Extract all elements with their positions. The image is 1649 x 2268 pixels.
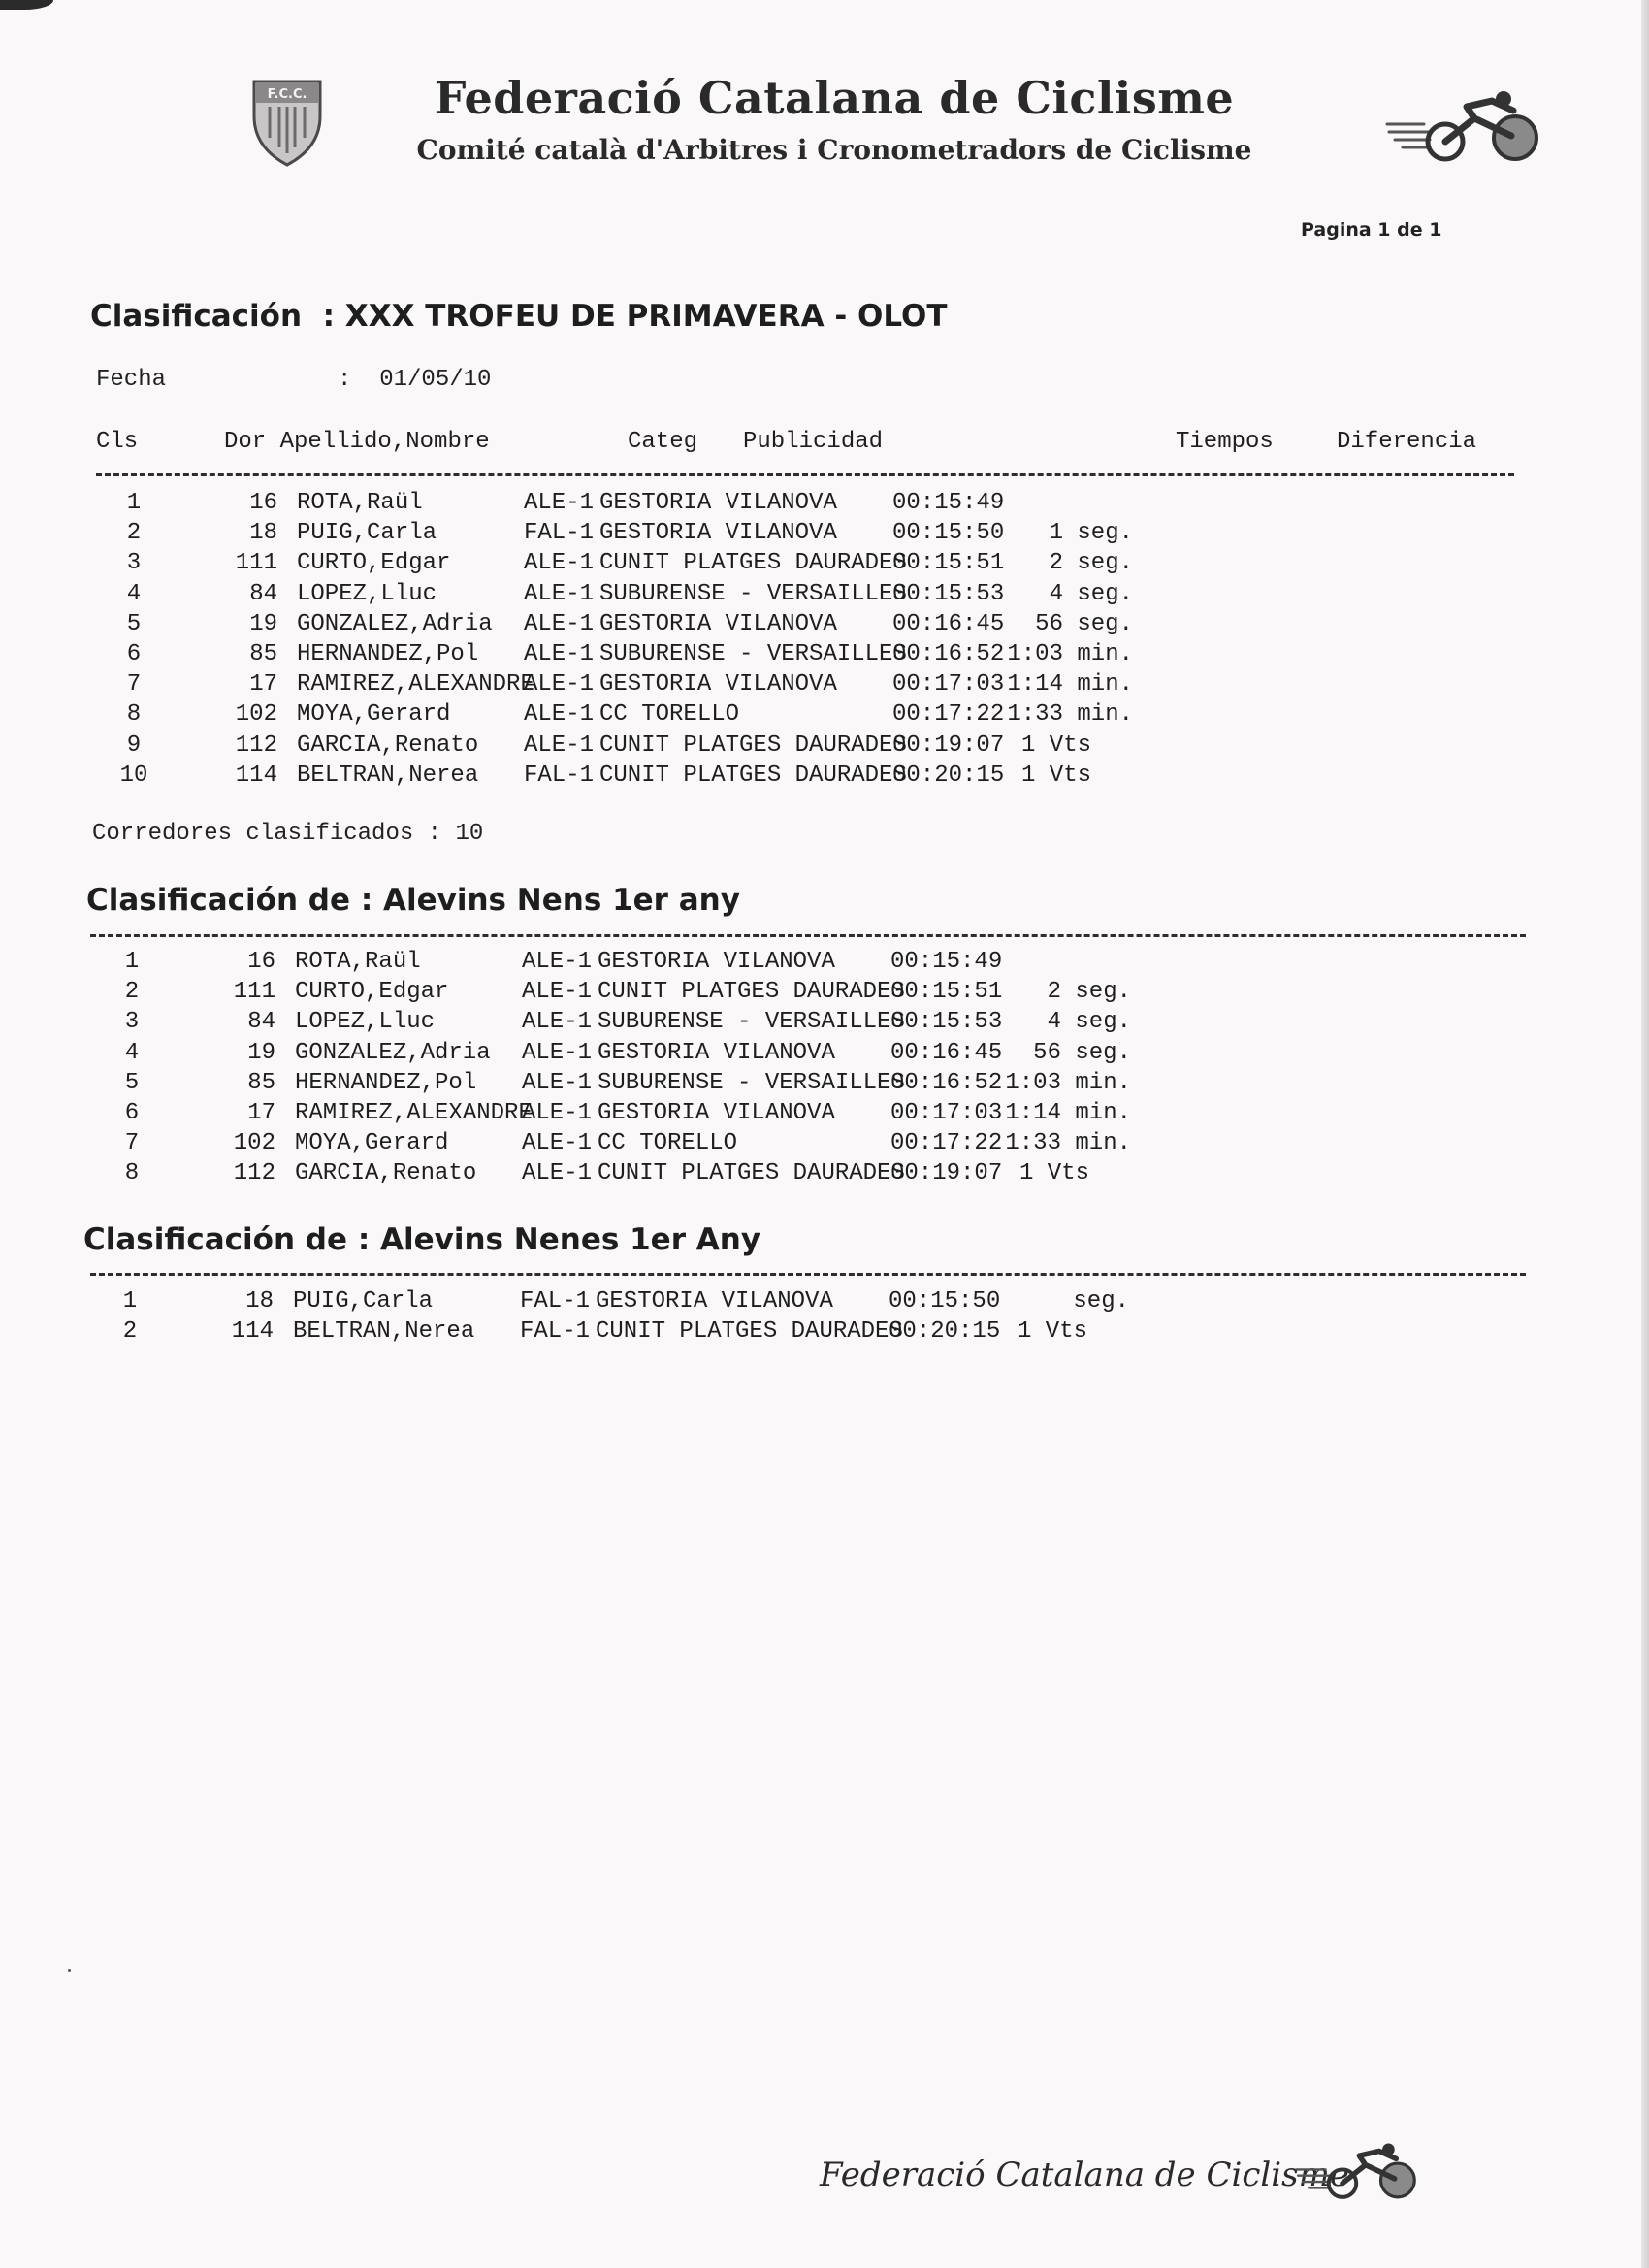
cell-publicidad: GESTORIA VILANOVA [599,490,837,516]
cell-diff: seg. [1073,1288,1129,1314]
cell-name: LOPEZ,Lluc [297,580,437,607]
cell-dor: 102 [235,701,277,729]
cell-categ: FAL-1 [524,520,595,547]
col-categ: Categ [628,429,698,455]
table-row [105,550,1531,580]
cell-dor: 17 [247,1100,275,1126]
cell-diff: 4 seg. [1049,580,1133,607]
divider [90,1273,1526,1276]
cell-cls: 8 [124,1160,140,1187]
cell-cls: 5 [126,610,142,637]
section-title-alevins-nens: Clasificación de : Alevins Nens 1er any [86,883,740,918]
col-diferencia: Diferencia [1337,429,1477,455]
cell-cls: 2 [126,520,142,547]
cell-publicidad: CUNIT PLATGES DAURADES [596,1318,903,1345]
cell-cls: 3 [126,550,142,577]
cell-publicidad: GESTORIA VILANOVA [599,610,837,637]
cell-publicidad: SUBURENSE - VERSAILLES [598,1069,905,1096]
cell-publicidad: GESTORIA VILANOVA [598,949,835,975]
header-title: Federació Catalana de Ciclisme [434,72,1235,124]
cell-categ: FAL-1 [524,761,595,789]
cell-cls: 7 [126,671,142,698]
cell-name: HERNANDEZ,Pol [297,641,479,667]
table-row [105,671,1531,701]
table-row [103,1009,1529,1039]
table-row [105,641,1531,671]
classified-summary: Corredores clasificados : 10 [92,821,484,847]
cell-name: MOYA,Gerard [297,701,451,729]
cell-dor: 111 [235,550,277,577]
cell-dor: 19 [247,1039,275,1066]
table-row [103,1070,1529,1100]
cell-cls: 4 [126,580,142,607]
cell-dor: 84 [249,580,277,607]
cell-categ: ALE-1 [522,1069,593,1096]
cell-categ: ALE-1 [524,641,595,667]
table-row [103,1160,1529,1190]
cell-diff: 1 Vts [1019,1160,1090,1187]
cell-time: 00:15:53 [892,580,1005,607]
cell-name: PUIG,Carla [297,520,437,547]
cell-dor: 85 [247,1069,275,1096]
cell-name: CURTO,Edgar [295,979,449,1006]
table-row [105,520,1531,550]
cell-dor: 16 [247,949,275,975]
cell-cls: 2 [124,979,140,1006]
cell-publicidad: CUNIT PLATGES DAURADES [599,731,907,759]
cell-time: 00:15:51 [892,550,1005,577]
cell-name: BELTRAN,Nerea [293,1318,475,1345]
cell-name: CURTO,Edgar [297,550,451,577]
page-number: Pagina 1 de 1 [1301,219,1442,241]
cell-time: 00:16:45 [890,1039,1003,1066]
table-row [103,949,1529,979]
cell-time: 00:20:15 [889,1318,1001,1345]
col-cls: Cls [96,429,139,455]
cell-time: 00:15:50 [889,1288,1001,1314]
cell-diff: 2 seg. [1049,550,1133,577]
cell-name: GONZALEZ,Adria [297,610,493,637]
cell-publicidad: GESTORIA VILANOVA [599,520,837,547]
cell-dor: 114 [235,761,277,789]
cell-diff: 1 Vts [1021,761,1092,789]
cell-diff: 56 seg. [1035,610,1133,637]
cell-publicidad: CUNIT PLATGES DAURADES [599,761,907,789]
results-table [101,1288,1536,1356]
cell-diff: 2 seg. [1047,979,1131,1006]
table-row [105,701,1531,731]
cell-publicidad: GESTORIA VILANOVA [598,1039,835,1066]
cell-name: GARCIA,Renato [295,1160,477,1187]
cell-dor: 85 [249,641,277,667]
cell-diff: 1 Vts [1021,731,1092,759]
cell-cls: 7 [124,1130,140,1157]
cell-dor: 112 [235,731,277,759]
cell-dor: 112 [233,1160,275,1187]
cell-publicidad: GESTORIA VILANOVA [598,1100,835,1126]
cell-name: MOYA,Gerard [295,1130,449,1157]
cell-publicidad: CUNIT PLATGES DAURADES [599,550,907,577]
cell-diff: 1:33 min. [1007,701,1133,729]
cell-categ: ALE-1 [524,550,595,577]
cell-categ: ALE-1 [524,490,595,516]
table-row [103,1130,1529,1160]
results-table [105,490,1540,800]
cell-categ: ALE-1 [524,671,595,698]
cyclist-logo-icon [1295,2139,1419,2203]
cell-categ: ALE-1 [522,979,593,1006]
cell-cls: 1 [126,490,142,516]
results-table [103,949,1538,1191]
cell-cls: 6 [126,641,142,667]
cell-cls: 10 [119,761,148,789]
cell-categ: FAL-1 [520,1288,591,1314]
cell-publicidad: SUBURENSE - VERSAILLES [599,641,907,667]
cell-time: 00:15:49 [892,490,1005,516]
col-publicidad: Publicidad [743,429,884,455]
cell-categ: ALE-1 [522,1039,593,1066]
cell-diff: 4 seg. [1047,1009,1131,1036]
cell-dor: 18 [249,520,277,547]
cell-diff: 1:14 min. [1007,671,1133,698]
cell-cls: 1 [122,1288,138,1314]
cell-categ: ALE-1 [522,1100,593,1126]
table-row [103,1040,1529,1070]
scan-page-edge [1641,0,1649,2268]
cell-dor: 84 [247,1009,275,1036]
cell-dor: 102 [233,1130,275,1157]
table-row [103,1100,1529,1130]
cell-categ: ALE-1 [522,1009,593,1036]
cell-categ: ALE-1 [522,1160,593,1187]
cell-dor: 111 [233,979,275,1006]
cell-time: 00:17:03 [892,671,1005,698]
col-dor-name: Dor Apellido,Nombre [224,429,490,455]
cell-categ: ALE-1 [524,701,595,729]
cell-publicidad: CUNIT PLATGES DAURADES [598,1160,905,1187]
footer-text: Federació Catalana de Ciclisme [820,2155,1349,2194]
divider [96,473,1514,476]
cell-name: HERNANDEZ,Pol [295,1069,477,1096]
cell-dor: 18 [245,1288,274,1314]
cell-cls: 8 [126,701,142,729]
cell-time: 00:19:07 [892,731,1005,759]
cell-publicidad: CC TORELLO [598,1130,738,1157]
cell-time: 00:17:22 [892,701,1005,729]
cell-name: BELTRAN,Nerea [297,761,479,789]
cell-time: 00:16:52 [890,1069,1003,1096]
table-row [105,581,1531,611]
cell-dor: 16 [249,490,277,516]
table-row [105,732,1531,762]
cell-cls: 9 [126,731,142,759]
cell-time: 00:15:49 [890,949,1003,975]
date-label: Fecha [96,367,167,393]
col-tiempos: Tiempos [1176,429,1274,455]
cell-categ: FAL-1 [520,1318,591,1345]
cell-publicidad: SUBURENSE - VERSAILLES [599,580,907,607]
cell-diff: 56 seg. [1033,1039,1131,1066]
scan-dot [68,1969,71,1972]
cell-categ: ALE-1 [524,580,595,607]
table-header [96,429,1512,460]
scan-corner-shadow [0,0,53,10]
cell-name: ROTA,Raül [297,490,423,516]
cell-cls: 5 [124,1069,140,1096]
cell-publicidad: GESTORIA VILANOVA [596,1288,833,1314]
cell-time: 00:19:07 [890,1160,1003,1187]
date-value: : 01/05/10 [338,367,492,393]
section-title-alevins-nenes: Clasificación de : Alevins Nenes 1er Any [83,1222,761,1257]
table-row [105,611,1531,641]
cell-name: RAMIREZ,ALEXANDRE [297,671,534,698]
cell-time: 00:16:45 [892,610,1005,637]
cell-dor: 114 [231,1318,274,1345]
table-row [105,490,1531,520]
divider [90,934,1526,937]
cell-publicidad: CC TORELLO [599,701,740,729]
cyclist-logo-icon [1385,89,1542,163]
classification-title: Clasificación : XXX TROFEU DE PRIMAVERA - OLOT [90,299,948,334]
table-row [101,1288,1527,1318]
cell-diff: 1:03 min. [1007,641,1133,667]
cell-cls: 6 [124,1100,140,1126]
cell-time: 00:16:52 [892,641,1005,667]
cell-name: GONZALEZ,Adria [295,1039,491,1066]
cell-name: LOPEZ,Lluc [295,1009,436,1036]
cell-categ: ALE-1 [522,949,593,975]
cell-categ: ALE-1 [524,610,595,637]
header-subtitle: Comité català d'Arbitres i Cronometradors de Ciclisme [416,134,1252,166]
cell-publicidad: CUNIT PLATGES DAURADES [598,979,905,1006]
cell-time: 00:17:22 [890,1130,1003,1157]
cell-time: 00:17:03 [890,1100,1003,1126]
cell-publicidad: GESTORIA VILANOVA [599,671,837,698]
cell-diff: 1 Vts [1018,1318,1088,1345]
cell-cls: 4 [124,1039,140,1066]
cell-dor: 17 [249,671,277,698]
table-row [103,979,1529,1009]
cell-diff: 1:33 min. [1005,1130,1131,1157]
cell-categ: ALE-1 [524,731,595,759]
cell-cls: 3 [124,1009,140,1036]
cell-time: 00:15:50 [892,520,1005,547]
cell-time: 00:15:51 [890,979,1003,1006]
cell-cls: 1 [124,949,140,975]
cell-publicidad: SUBURENSE - VERSAILLES [598,1009,905,1036]
cell-name: PUIG,Carla [293,1288,434,1314]
cell-categ: ALE-1 [522,1130,593,1157]
cell-diff: 1:03 min. [1005,1069,1131,1096]
federation-shield-icon [250,78,324,167]
cell-name: GARCIA,Renato [297,731,479,759]
svg-text:F.C.C.: F.C.C. [267,87,307,102]
cell-time: 00:20:15 [892,761,1005,789]
cell-dor: 19 [249,610,277,637]
cell-cls: 2 [122,1318,138,1345]
cell-name: RAMIREZ,ALEXANDRE [295,1100,533,1126]
cell-diff: 1 seg. [1049,520,1133,547]
cell-name: ROTA,Raül [295,949,421,975]
cell-diff: 1:14 min. [1005,1100,1131,1126]
table-row [105,762,1531,793]
table-row [101,1318,1527,1348]
cell-time: 00:15:53 [890,1009,1003,1036]
